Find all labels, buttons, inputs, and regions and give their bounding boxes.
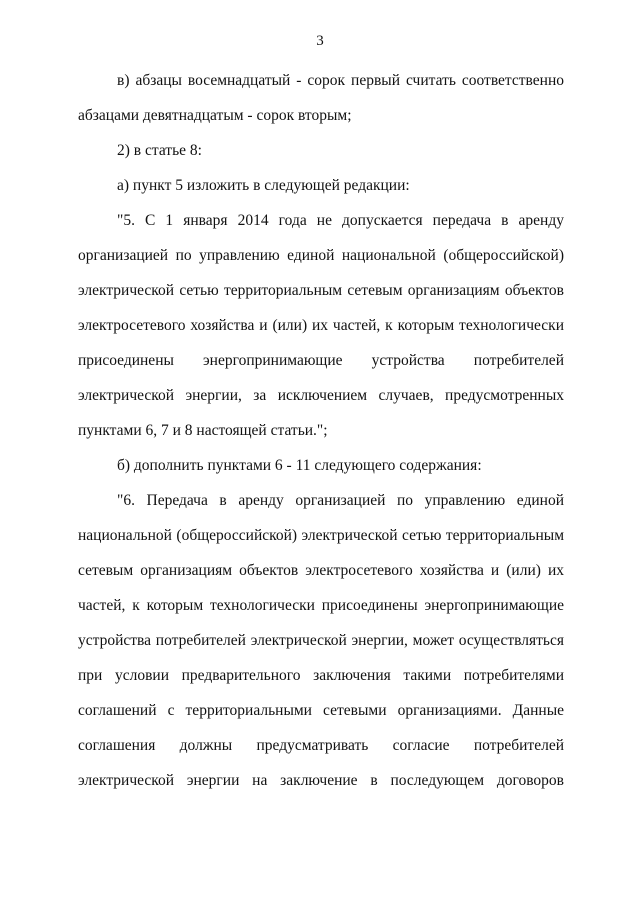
text-line: 2) в статье 8: [117, 142, 202, 159]
text-line: электрической энергии, за исключением случаев, предусмотренных [78, 387, 564, 404]
text-line: электрической энергии на заключение в последующем договоров [78, 772, 564, 789]
text-line: национальной (общероссийской) электрической сетью территориальным [78, 527, 564, 544]
text-line: организацией по управлению единой национальной (общероссийской) [78, 247, 564, 264]
text-line: в) абзацы восемнадцатый - сорок первый считать соответственно [117, 72, 564, 89]
page-number: 3 [316, 33, 324, 49]
text-line: пунктами 6, 7 и 8 настоящей статьи."; [78, 422, 328, 439]
text-line: б) дополнить пунктами 6 - 11 следующего содержания: [117, 457, 482, 474]
text-line: сетевым организациям объектов электросетевого хозяйства и (или) их [78, 562, 564, 579]
text-line: частей, к которым технологически присоединены энергопринимающие [78, 597, 564, 614]
text-line: устройства потребителей электрической энергии, может осуществляться [78, 632, 564, 649]
text-line: "6. Передача в аренду организацией по управлению единой [117, 492, 564, 509]
text-line: а) пункт 5 изложить в следующей редакции: [117, 177, 410, 194]
text-line: соглашений с территориальными сетевыми организациями. Данные [78, 702, 564, 719]
text-line: присоединены энергопринимающие устройства потребителей [78, 352, 564, 369]
text-line: при условии предварительного заключения такими потребителями [78, 667, 564, 684]
text-line: абзацами девятнадцатым - сорок вторым; [78, 107, 352, 124]
text-line: "5. С 1 января 2014 года не допускается передача в аренду [117, 212, 564, 229]
text-line: электрической сетью территориальным сетевым организациям объектов [78, 282, 564, 299]
text-line: электросетевого хозяйства и (или) их частей, к которым технологически [78, 317, 564, 334]
text-line: соглашения должны предусматривать согласие потребителей [78, 737, 564, 754]
